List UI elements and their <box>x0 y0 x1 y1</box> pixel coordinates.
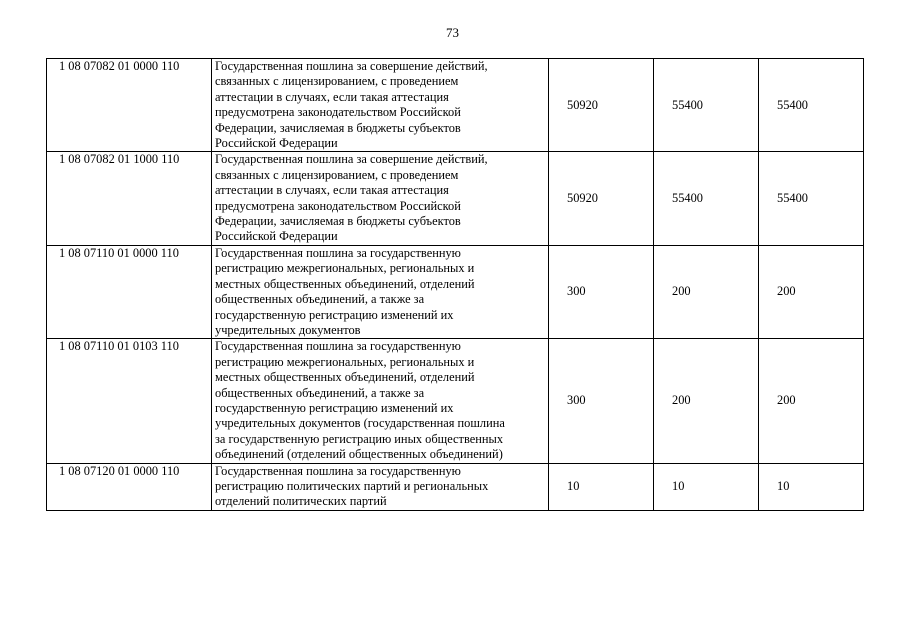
name-line: аттестации в случаях, если такая аттестация <box>215 183 449 198</box>
amount-year-1-cell: 10 <box>549 463 654 510</box>
name-line: местных общественных объединений, отделений <box>215 370 475 385</box>
name-line: местных общественных объединений, отделений <box>215 276 475 291</box>
name-line: Федерации, зачисляемая в бюджеты субъектов <box>215 120 461 135</box>
name-line: за государственную регистрацию иных общественных <box>215 431 504 446</box>
amount-year-2-cell: 55400 <box>654 59 759 152</box>
amount-year-1-cell: 300 <box>549 245 654 338</box>
name-line: общественных объединений, а также за <box>215 292 425 307</box>
name-line: отделений политических партий <box>215 494 387 509</box>
revenue-code-cell: 1 08 07120 01 0000 110 <box>47 463 212 510</box>
revenue-name-cell <box>212 339 549 463</box>
name-line: учредительных документов <box>215 322 361 337</box>
table-row <box>47 245 864 338</box>
amount-year-3-cell: 10 <box>759 463 864 510</box>
table-row <box>47 59 864 152</box>
amount-year-3-cell: 200 <box>759 245 864 338</box>
revenue-name-cell <box>212 463 549 510</box>
amount-year-1-cell: 50920 <box>549 152 654 245</box>
name-line: Государственная пошлина за государственную <box>215 463 461 478</box>
amount-year-3-cell: 55400 <box>759 59 864 152</box>
revenue-code-cell: 1 08 07082 01 0000 110 <box>47 59 212 152</box>
name-line: аттестации в случаях, если такая аттестация <box>215 89 449 104</box>
revenue-code-cell: 1 08 07110 01 0000 110 <box>47 245 212 338</box>
name-line: Федерации, зачисляемая в бюджеты субъектов <box>215 214 461 229</box>
amount-year-2-cell: 200 <box>654 339 759 463</box>
revenue-code-cell: 1 08 07110 01 0103 110 <box>47 339 212 463</box>
name-line: регистрацию межрегиональных, региональных и <box>215 354 475 369</box>
name-line: регистрацию политических партий и региональных <box>215 478 489 493</box>
name-line: объединений (отделений общественных объединений) <box>215 447 503 462</box>
table-row <box>47 152 864 245</box>
name-line: связанных с лицензированием, с проведением <box>215 74 459 89</box>
table-row <box>47 463 864 510</box>
revenue-code-cell: 1 08 07082 01 1000 110 <box>47 152 212 245</box>
name-line: Российской Федерации <box>215 136 338 151</box>
name-line: Российской Федерации <box>215 229 338 244</box>
name-line: общественных объединений, а также за <box>215 385 425 400</box>
name-line: регистрацию межрегиональных, региональных и <box>215 261 475 276</box>
name-line: связанных с лицензированием, с проведением <box>215 167 459 182</box>
amount-year-3-cell: 200 <box>759 339 864 463</box>
amount-year-3-cell: 55400 <box>759 152 864 245</box>
name-line: Государственная пошлина за государственную <box>215 339 461 354</box>
name-line: Государственная пошлина за совершение действий, <box>215 152 488 167</box>
revenue-name-cell <box>212 152 549 245</box>
table-row <box>47 339 864 463</box>
page-number: 73 <box>446 25 459 40</box>
name-line: государственную регистрацию изменений их <box>215 400 454 415</box>
name-line: учредительных документов (государственная пошлина <box>215 416 505 431</box>
budget-revenue-table <box>46 58 864 511</box>
amount-year-1-cell: 50920 <box>549 59 654 152</box>
name-line: Государственная пошлина за государственную <box>215 245 461 260</box>
amount-year-1-cell: 300 <box>549 339 654 463</box>
amount-year-2-cell: 200 <box>654 245 759 338</box>
name-line: государственную регистрацию изменений их <box>215 307 454 322</box>
name-line: Государственная пошлина за совершение действий, <box>215 59 488 73</box>
revenue-name-cell <box>212 245 549 338</box>
name-line: предусмотрена законодательством Российской <box>215 198 461 213</box>
amount-year-2-cell: 10 <box>654 463 759 510</box>
amount-year-2-cell: 55400 <box>654 152 759 245</box>
revenue-name-cell <box>212 59 549 152</box>
name-line: предусмотрена законодательством Российской <box>215 105 461 120</box>
